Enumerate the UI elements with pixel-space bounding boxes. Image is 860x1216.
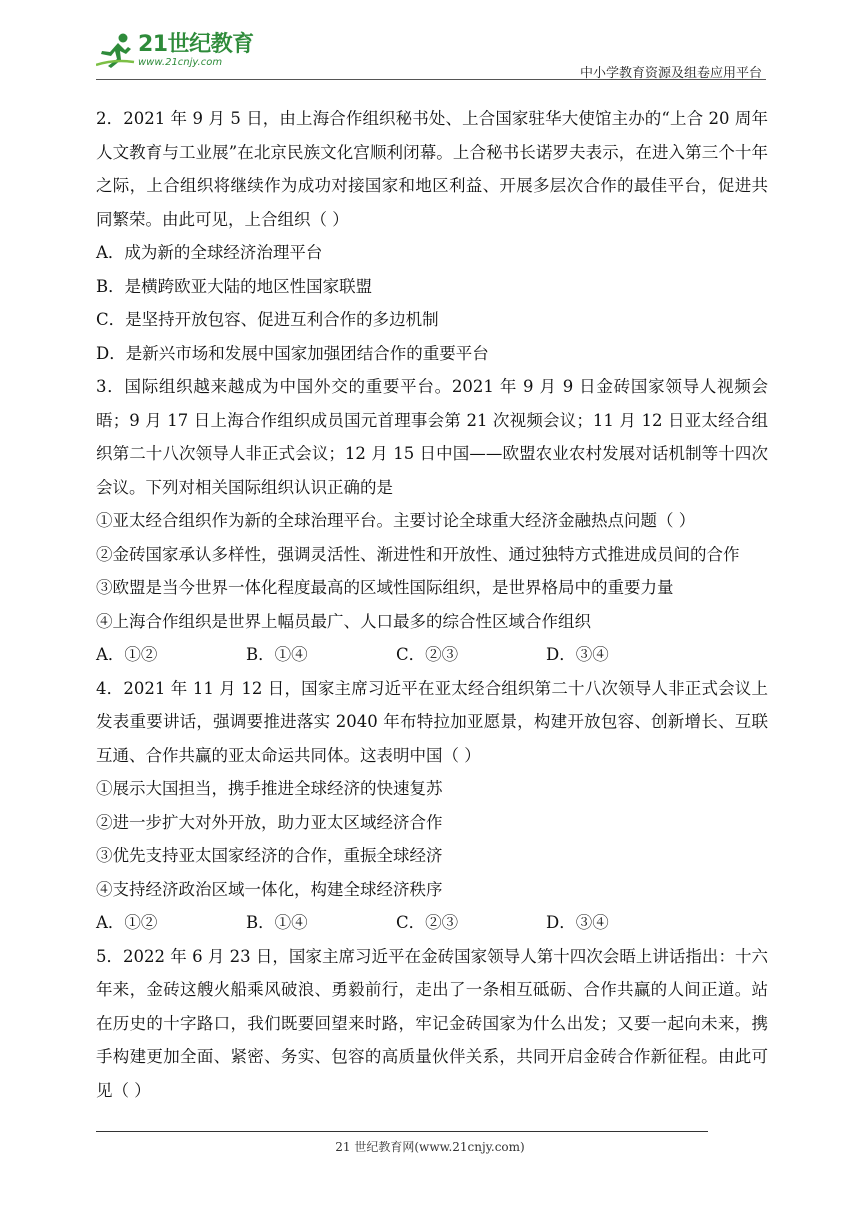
question-4-choice-b: B．①④ bbox=[246, 913, 308, 932]
question-3-stem: 3．国际组织越来越成为中国外交的重要平台。2021 年 9 月 9 日金砖国家领导人视频会晤；9 月 17 日上海合作组织成员国元首理事会第 21 次视频会议；11 月 12 日亚太经合组织第二十八次领导人非正式会议；12 月 15 日中国——欧盟农业农村发展对话机制等十四次会议。下列对相关国际组织认识正确的是 bbox=[96, 377, 768, 497]
question-4-stem: 4．2021 年 11 月 12 日，国家主席习近平在亚太经合组织第二十八次领导人非正式会议上发表重要讲话，强调要推进落实 2040 年布特拉加亚愿景，构建开放包容、创新增长、互联互通、合作共赢的亚太命运共同体。这表明中国（ ） bbox=[96, 678, 768, 765]
question-4-choice-c: C．②③ bbox=[396, 913, 459, 932]
question-2-choice-c: C．是坚持开放包容、促进互利合作的多边机制 bbox=[96, 310, 439, 329]
question-2-choice-a: A．成为新的全球经济治理平台 bbox=[96, 243, 323, 262]
footer-divider bbox=[96, 1131, 708, 1132]
question-3-choice-d: D．③④ bbox=[546, 645, 609, 664]
header-divider bbox=[96, 79, 766, 80]
question-3-choice-a: A．①② bbox=[96, 645, 158, 664]
question-3-item-2: ②金砖国家承认多样性，强调灵活性、渐进性和开放性、通过独特方式推进成员间的合作 bbox=[96, 544, 740, 564]
question-3-choices bbox=[96, 638, 768, 672]
logo-title: 21世纪教育 bbox=[138, 32, 254, 57]
question-3-choice-c: C．②③ bbox=[396, 645, 459, 664]
question-4-item-2: ②进一步扩大对外开放，助力亚太区域经济合作 bbox=[96, 812, 443, 832]
question-5-stem: 5．2022 年 6 月 23 日，国家主席习近平在金砖国家领导人第十四次会晤上讲话指出：十六年来，金砖这艘火船乘风破浪、勇毅前行，走出了一条相互砥砺、合作共赢的人间正道。站在历史的十字路口，我们既要回望来时路，牢记金砖国家为什么出发；又要一起向未来，携手构建更加全面、紧密、务实、包容的高质量伙伴关系，共同开启金砖合作新征程。由此可见（ ） bbox=[96, 946, 768, 1100]
question-3-item-4: ④上海合作组织是世界上幅员最广、人口最多的综合性区域合作组织 bbox=[96, 611, 591, 631]
question-4-item-3: ③优先支持亚太国家经济的合作，重振全球经济 bbox=[96, 846, 443, 865]
runner-logo-icon bbox=[96, 32, 136, 70]
question-4-item-4: ④支持经济政治区域一体化，构建全球经济秩序 bbox=[96, 879, 443, 899]
logo-url: www.21cnjy.com bbox=[138, 57, 223, 68]
question-2-stem: 2．2021 年 9 月 5 日，由上海合作组织秘书处、上合国家驻华大使馆主办的“上合 20 周年人文教育与工业展”在北京民族文化宫顺利闭幕。上合秘书长诺罗夫表示，在进入第三个十年之际，上合组织将继续作为成功对接国家和地区利益、开展多层次合作的最佳平台，促进共同繁荣。由此可见，上合组织（ ） bbox=[96, 109, 768, 229]
question-3-item-3: ③欧盟是当今世界一体化程度最高的区域性国际组织，是世界格局中的重要力量 bbox=[96, 578, 674, 597]
question-4-choices bbox=[96, 906, 768, 940]
question-4-item-1: ①展示大国担当，携手推进全球经济的快速复苏 bbox=[96, 779, 443, 798]
question-4-choice-d: D．③④ bbox=[546, 913, 609, 932]
platform-name: 中小学教育资源及组卷应用平台 bbox=[579, 66, 762, 81]
question-4-choice-a: A．①② bbox=[96, 913, 158, 932]
page-header bbox=[96, 28, 766, 80]
question-2-choice-b: B．是横跨欧亚大陆的地区性国家联盟 bbox=[96, 276, 373, 296]
question-3-item-1: ①亚太经合组织作为新的全球治理平台。主要讨论全球重大经济金融热点问题（ ） bbox=[96, 511, 696, 530]
question-3-choice-b: B．①④ bbox=[246, 645, 308, 664]
site-logo[interactable] bbox=[96, 32, 254, 70]
footer-text[interactable]: 21 世纪教育网(www.21cnjy.com) bbox=[335, 1140, 525, 1154]
question-2-choice-d: D．是新兴市场和发展中国家加强团结合作的重要平台 bbox=[96, 343, 489, 363]
question-content bbox=[96, 102, 768, 1107]
